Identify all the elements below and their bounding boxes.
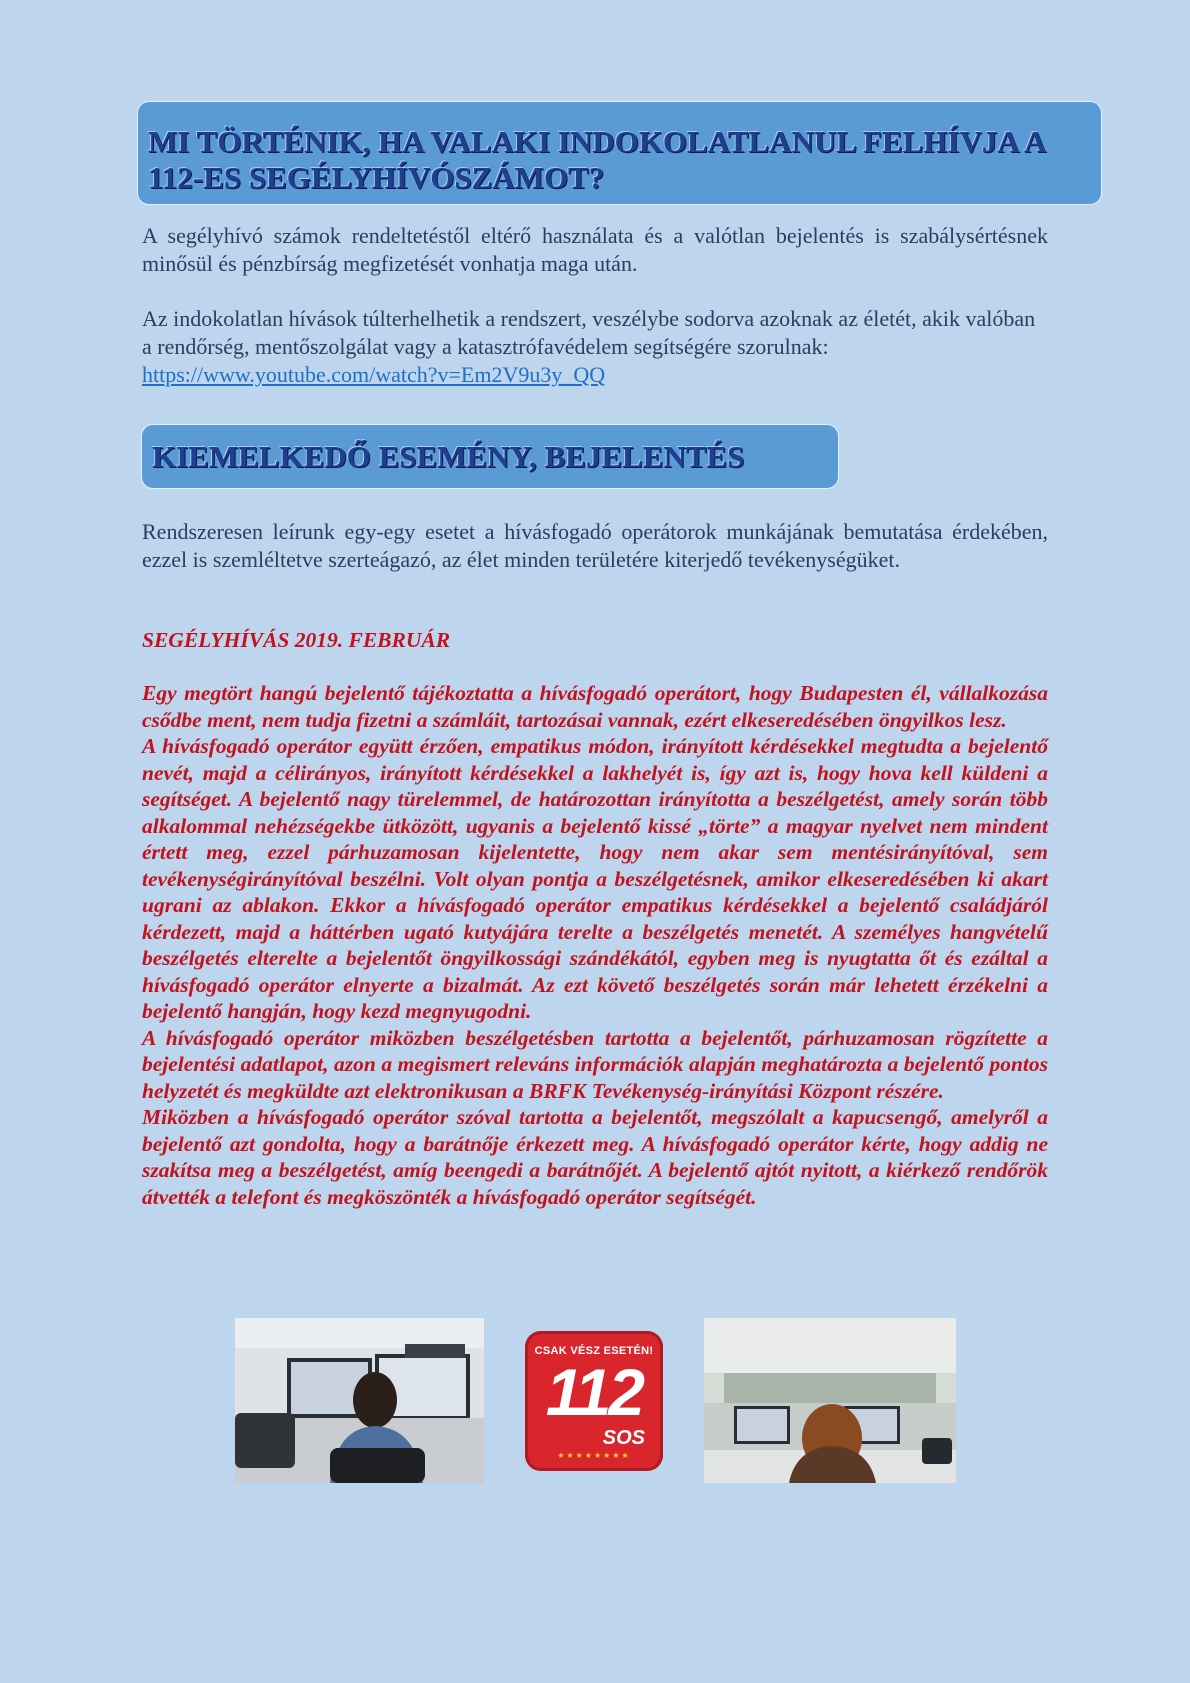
logo-112-sos <box>525 1331 663 1471</box>
event-paragraph-3: A hívásfogadó operátor miközben beszélgetésben tartotta a bejelentőt, párhuzamosan rögzítette a bejelentési adatlapot, azon a megismert releváns információk alapján meghatározta a bejelentő pontos helyzetét és megküldte azt elektronikusan a BRFK Tevékenység-irányítási Központ részére. <box>142 1025 1048 1103</box>
youtube-link[interactable]: https://www.youtube.com/watch?v=Em2V9u3y_QQ <box>142 362 606 387</box>
logo-number: 112 <box>545 1355 643 1429</box>
event-paragraph-4: Miközben a hívásfogadó operátor szóval tartotta a bejelentőt, megszólalt a kapucsengő, amelyről a bejelentő azt gondolta, hogy a barátnője érkezett meg. A hívásfogadó operátor kérte, hogy addig ne szakítsa meg a beszélgetést, amíg beengedi a barátnőjét. A bejelentő ajtót nyitott, a kiérkező rendőrök átvették a telefont és megköszönték a hívásfogadó operátor segítségét. <box>142 1105 1048 1209</box>
event-paragraph-1: Egy megtört hangú bejelentő tájékoztatta a hívásfogadó operátort, hogy Budapesten él, vállalkozása csődbe ment, nem tudja fizetni a számláit, tartozásai vannak, ezért elkeseredésében öngyilkos lesz. <box>142 681 1048 732</box>
heading-event: KIEMELKEDŐ ESEMÉNY, BEJELENTÉS <box>152 439 745 474</box>
call-center-photo-right <box>704 1318 956 1483</box>
event-paragraph-2: A hívásfogadó operátor együtt érzően, empatikus módon, irányított kérdésekkel megtudta a bejelentő nevét, majd a célirányos, irányított kérdésekkel a lakhelyét is, így azt is, hogy hova kell küldeni a segítséget. A bejelentő nagy türelemmel, de határozottan irányította a beszélgetést, amely során több alkalommal nehézségekbe ütközött, ugyanis a bejelentő kissé „törte” a magyar nyelvet nem mindent értett meg, ezzel párhuzamosan kijelentette, hogy nem akar sem mentésirányítóval, sem tevékenységirányítóval beszélni. Volt olyan pontja a beszélgetésnek, amikor elkeseredésében ki akart ugrani az ablakon. Ekkor a hívásfogadó operátor empatikus kérdésekkel a bejelentő családjáról kérdezett, majd a háttérben ugató kutyájára terelte a beszélgetés menetét. A személyes hangvételű beszélgetés elterelte a bejelentőt öngyilkossági szándékától, egyben meg is nyugtatta őt és ezáltal a hívásfogadó operátor elnyerte a bizalmát. Az ezt követő beszélgetés során már lehetett érzékelni a bejelentő hangján, hogy kezd megnyugodni. <box>142 734 1048 1023</box>
heading-banner-event <box>141 424 839 489</box>
operator-photo-left <box>235 1318 484 1483</box>
event-title: SEGÉLYHÍVÁS 2019. FEBRUÁR <box>142 628 451 652</box>
logo-sos-text: SOS <box>602 1427 645 1449</box>
intro-paragraph-1: A segélyhívó számok rendeltetéstől eltérő használata és a valótlan bejelentés is szabálysértésnek minősül és pénzbírság megfizetését vonhatja maga után. <box>142 223 1048 276</box>
heading-112-misuse: MI TÖRTÉNIK, HA VALAKI INDOKOLATLANUL FELHÍVJA A 112-ES SEGÉLYHÍVÓSZÁMOT? <box>148 124 1045 195</box>
operator-photo-left-image <box>235 1318 484 1483</box>
logo-stars-icon: ★★★★★★★★ <box>557 1451 631 1460</box>
section-intro-paragraph: Rendszeresen leírunk egy-egy esetet a hívásfogadó operátorok munkájának bemutatása érdekében, ezzel is szemléltetve szerteágazó, az élet minden területére kiterjedő tevékenységüket. <box>142 519 1048 572</box>
intro-paragraph-2 <box>142 305 1048 389</box>
call-center-photo-right-image <box>704 1318 956 1483</box>
intro-paragraph-2-text: Az indokolatlan hívások túlterhelhetik a rendszert, veszélybe sodorva azoknak az életét, akik valóban a rendőrség, mentőszolgálat vagy a katasztrófavédelem segítségére szorulnak: <box>142 306 1036 359</box>
logo-top-text: CSAK VÉSZ ESETÉN! <box>534 1345 654 1357</box>
heading-banner-112-misuse <box>137 101 1102 205</box>
event-body <box>142 680 1048 1210</box>
